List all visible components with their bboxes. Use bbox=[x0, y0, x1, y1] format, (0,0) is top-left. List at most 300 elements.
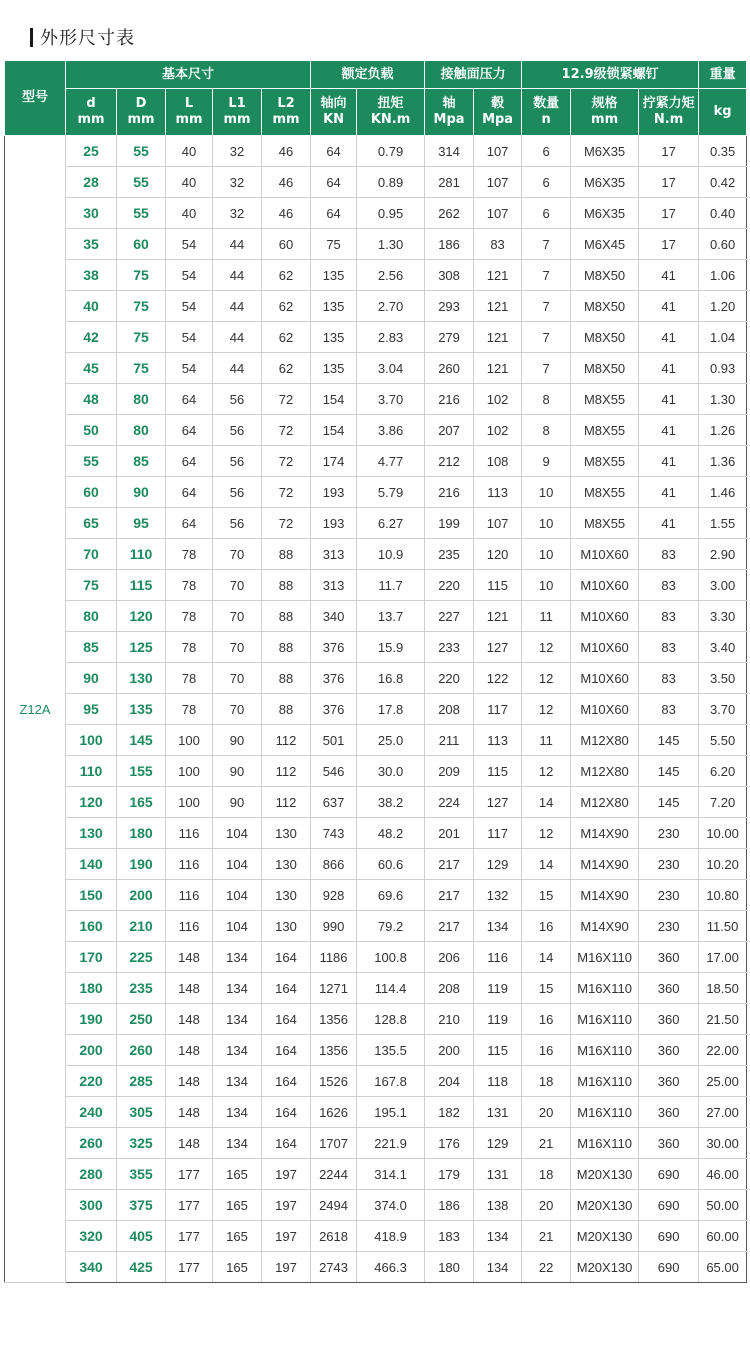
table-cell: 8 bbox=[522, 415, 571, 446]
table-cell: 200 bbox=[425, 1035, 474, 1066]
table-cell: 78 bbox=[166, 632, 213, 663]
table-row bbox=[5, 415, 747, 446]
table-cell: 154 bbox=[311, 384, 357, 415]
table-cell: 46 bbox=[262, 136, 311, 167]
table-cell: 135 bbox=[311, 260, 357, 291]
header-col-weight-unit: kg bbox=[699, 89, 747, 136]
table-cell: 16 bbox=[522, 1004, 571, 1035]
table-row bbox=[5, 973, 747, 1004]
table-cell: 6.20 bbox=[699, 756, 747, 787]
table-cell: 174 bbox=[311, 446, 357, 477]
table-cell: 116 bbox=[166, 849, 213, 880]
table-cell: 405 bbox=[117, 1221, 166, 1252]
header-col-5 bbox=[311, 89, 357, 136]
table-cell: 148 bbox=[166, 1128, 213, 1159]
table-cell: 72 bbox=[262, 477, 311, 508]
table-cell: 104 bbox=[213, 818, 262, 849]
table-cell: 102 bbox=[474, 415, 522, 446]
table-cell: 130 bbox=[117, 663, 166, 694]
table-cell: 2.90 bbox=[699, 539, 747, 570]
table-cell: 197 bbox=[262, 1190, 311, 1221]
table-cell: 100 bbox=[166, 756, 213, 787]
table-cell: 17.00 bbox=[699, 942, 747, 973]
table-cell: 65.00 bbox=[699, 1252, 747, 1283]
table-cell: 10 bbox=[522, 477, 571, 508]
table-cell: 90 bbox=[117, 477, 166, 508]
table-cell: 135 bbox=[311, 291, 357, 322]
table-cell: M12X80 bbox=[571, 787, 639, 818]
table-cell: 115 bbox=[474, 1035, 522, 1066]
table-cell: 11 bbox=[522, 725, 571, 756]
table-row bbox=[5, 446, 747, 477]
table-cell: 112 bbox=[262, 787, 311, 818]
table-cell: 134 bbox=[213, 1097, 262, 1128]
table-cell: 325 bbox=[117, 1128, 166, 1159]
table-cell: 360 bbox=[639, 942, 699, 973]
header-col-unit: mm bbox=[127, 112, 155, 127]
table-cell: 866 bbox=[311, 849, 357, 880]
table-cell: 217 bbox=[425, 911, 474, 942]
table-cell: 134 bbox=[213, 973, 262, 1004]
table-row bbox=[5, 1035, 747, 1066]
header-col-unit: mm bbox=[272, 112, 300, 127]
table-cell: M10X60 bbox=[571, 694, 639, 725]
table-cell: 110 bbox=[66, 756, 117, 787]
header-col-unit: Mpa bbox=[433, 112, 465, 127]
table-cell: 134 bbox=[213, 942, 262, 973]
table-cell: M10X60 bbox=[571, 632, 639, 663]
table-cell: 42 bbox=[66, 322, 117, 353]
table-cell: 230 bbox=[639, 911, 699, 942]
table-cell: 121 bbox=[474, 353, 522, 384]
table-cell: 64 bbox=[166, 446, 213, 477]
table-cell: 12 bbox=[522, 818, 571, 849]
table-cell: 20 bbox=[522, 1097, 571, 1128]
table-cell: 0.95 bbox=[357, 198, 425, 229]
spec-table-body bbox=[5, 136, 747, 1283]
table-cell: 132 bbox=[474, 880, 522, 911]
table-cell: 41 bbox=[639, 384, 699, 415]
table-cell: 4.77 bbox=[357, 446, 425, 477]
table-cell: 230 bbox=[639, 818, 699, 849]
table-cell: 240 bbox=[66, 1097, 117, 1128]
table-cell: 41 bbox=[639, 446, 699, 477]
table-cell: 300 bbox=[66, 1190, 117, 1221]
table-cell: 0.60 bbox=[699, 229, 747, 260]
table-cell: 165 bbox=[213, 1221, 262, 1252]
table-cell: 88 bbox=[262, 632, 311, 663]
table-cell: 145 bbox=[639, 725, 699, 756]
table-row bbox=[5, 260, 747, 291]
table-row bbox=[5, 694, 747, 725]
table-cell: 176 bbox=[425, 1128, 474, 1159]
table-cell: 64 bbox=[166, 477, 213, 508]
table-cell: 78 bbox=[166, 539, 213, 570]
table-cell: 1.55 bbox=[699, 508, 747, 539]
table-cell: 70 bbox=[213, 539, 262, 570]
table-cell: 1626 bbox=[311, 1097, 357, 1128]
table-cell: 80 bbox=[117, 384, 166, 415]
table-cell: 928 bbox=[311, 880, 357, 911]
table-cell: 88 bbox=[262, 694, 311, 725]
table-cell: 2494 bbox=[311, 1190, 357, 1221]
table-cell: 64 bbox=[311, 198, 357, 229]
table-cell: 7 bbox=[522, 260, 571, 291]
table-cell: 62 bbox=[262, 291, 311, 322]
table-cell: 90 bbox=[66, 663, 117, 694]
table-cell: 376 bbox=[311, 694, 357, 725]
table-cell: 54 bbox=[166, 353, 213, 384]
header-col-name: 规格 bbox=[591, 96, 618, 111]
table-cell: 1.20 bbox=[699, 291, 747, 322]
table-cell: 95 bbox=[66, 694, 117, 725]
table-cell: 131 bbox=[474, 1159, 522, 1190]
table-cell: 314 bbox=[425, 136, 474, 167]
model-cell: Z12A bbox=[5, 136, 66, 1283]
table-cell: 75 bbox=[117, 291, 166, 322]
table-cell: M12X80 bbox=[571, 725, 639, 756]
table-cell: 179 bbox=[425, 1159, 474, 1190]
table-cell: 130 bbox=[262, 818, 311, 849]
table-row bbox=[5, 1159, 747, 1190]
table-cell: 83 bbox=[639, 663, 699, 694]
table-row bbox=[5, 1097, 747, 1128]
table-cell: 85 bbox=[66, 632, 117, 663]
table-cell: 0.42 bbox=[699, 167, 747, 198]
table-cell: 134 bbox=[213, 1128, 262, 1159]
table-cell: 1.04 bbox=[699, 322, 747, 353]
table-cell: 70 bbox=[213, 632, 262, 663]
table-cell: 62 bbox=[262, 260, 311, 291]
table-row bbox=[5, 198, 747, 229]
table-cell: M6X45 bbox=[571, 229, 639, 260]
table-cell: 7 bbox=[522, 322, 571, 353]
table-cell: 355 bbox=[117, 1159, 166, 1190]
table-cell: 75 bbox=[311, 229, 357, 260]
table-cell: 56 bbox=[213, 446, 262, 477]
table-cell: 114.4 bbox=[357, 973, 425, 1004]
table-cell: 197 bbox=[262, 1221, 311, 1252]
table-cell: M16X110 bbox=[571, 1004, 639, 1035]
table-cell: 1.36 bbox=[699, 446, 747, 477]
table-cell: 11.7 bbox=[357, 570, 425, 601]
table-cell: M8X50 bbox=[571, 291, 639, 322]
table-cell: 1356 bbox=[311, 1004, 357, 1035]
table-row bbox=[5, 1221, 747, 1252]
table-cell: 115 bbox=[474, 570, 522, 601]
table-cell: 131 bbox=[474, 1097, 522, 1128]
table-cell: 145 bbox=[639, 756, 699, 787]
table-cell: 3.70 bbox=[357, 384, 425, 415]
table-cell: 17 bbox=[639, 229, 699, 260]
table-cell: 199 bbox=[425, 508, 474, 539]
table-cell: 2618 bbox=[311, 1221, 357, 1252]
title-text: 外形尺寸表 bbox=[40, 28, 135, 49]
table-cell: M20X130 bbox=[571, 1190, 639, 1221]
table-cell: 48 bbox=[66, 384, 117, 415]
table-row bbox=[5, 1004, 747, 1035]
table-cell: 250 bbox=[117, 1004, 166, 1035]
header-col-name: 轴 bbox=[442, 96, 456, 111]
table-cell: 418.9 bbox=[357, 1221, 425, 1252]
table-cell: 56 bbox=[213, 508, 262, 539]
table-cell: 128.8 bbox=[357, 1004, 425, 1035]
table-cell: 102 bbox=[474, 384, 522, 415]
table-cell: 75 bbox=[66, 570, 117, 601]
table-cell: M14X90 bbox=[571, 911, 639, 942]
table-cell: 164 bbox=[262, 1066, 311, 1097]
table-cell: 70 bbox=[66, 539, 117, 570]
table-cell: 135.5 bbox=[357, 1035, 425, 1066]
table-cell: 546 bbox=[311, 756, 357, 787]
table-cell: 216 bbox=[425, 384, 474, 415]
table-cell: 3.04 bbox=[357, 353, 425, 384]
table-cell: 10 bbox=[522, 570, 571, 601]
table-cell: 140 bbox=[66, 849, 117, 880]
table-cell: 376 bbox=[311, 663, 357, 694]
table-cell: 313 bbox=[311, 539, 357, 570]
table-row bbox=[5, 477, 747, 508]
header-col-name: L1 bbox=[228, 96, 246, 111]
table-cell: 148 bbox=[166, 973, 213, 1004]
table-cell: 38.2 bbox=[357, 787, 425, 818]
table-cell: 12 bbox=[522, 632, 571, 663]
table-cell: 116 bbox=[166, 818, 213, 849]
table-cell: 1.26 bbox=[699, 415, 747, 446]
table-cell: 690 bbox=[639, 1221, 699, 1252]
table-cell: 70 bbox=[213, 663, 262, 694]
header-subrow bbox=[5, 89, 747, 136]
table-cell: 118 bbox=[474, 1066, 522, 1097]
table-row bbox=[5, 849, 747, 880]
table-cell: 78 bbox=[166, 663, 213, 694]
table-cell: M14X90 bbox=[571, 880, 639, 911]
table-cell: 35 bbox=[66, 229, 117, 260]
table-cell: 41 bbox=[639, 508, 699, 539]
table-cell: 12 bbox=[522, 663, 571, 694]
table-cell: 2244 bbox=[311, 1159, 357, 1190]
table-row bbox=[5, 1252, 747, 1283]
table-cell: 374.0 bbox=[357, 1190, 425, 1221]
table-cell: 134 bbox=[474, 1252, 522, 1283]
table-cell: M12X80 bbox=[571, 756, 639, 787]
table-cell: 340 bbox=[311, 601, 357, 632]
table-cell: 7 bbox=[522, 229, 571, 260]
table-cell: 17 bbox=[639, 167, 699, 198]
header-col-name: L bbox=[184, 96, 194, 111]
table-row bbox=[5, 384, 747, 415]
table-cell: 40 bbox=[166, 136, 213, 167]
table-cell: 50.00 bbox=[699, 1190, 747, 1221]
table-cell: 280 bbox=[66, 1159, 117, 1190]
table-cell: 5.79 bbox=[357, 477, 425, 508]
table-cell: 113 bbox=[474, 725, 522, 756]
table-cell: 10.20 bbox=[699, 849, 747, 880]
table-cell: 110 bbox=[117, 539, 166, 570]
table-row bbox=[5, 508, 747, 539]
header-col-unit: mm bbox=[175, 112, 203, 127]
table-cell: M10X60 bbox=[571, 601, 639, 632]
table-cell: 281 bbox=[425, 167, 474, 198]
table-cell: 360 bbox=[639, 1066, 699, 1097]
header-col-name: 轴向 bbox=[320, 96, 347, 111]
table-cell: 314.1 bbox=[357, 1159, 425, 1190]
table-cell: 116 bbox=[474, 942, 522, 973]
table-cell: 100 bbox=[66, 725, 117, 756]
table-cell: 209 bbox=[425, 756, 474, 787]
table-row bbox=[5, 136, 747, 167]
table-cell: 225 bbox=[117, 942, 166, 973]
table-cell: 293 bbox=[425, 291, 474, 322]
table-cell: 130 bbox=[66, 818, 117, 849]
table-cell: 27.00 bbox=[699, 1097, 747, 1128]
header-group-basic: 基本尺寸 bbox=[66, 61, 311, 89]
table-cell: 11.50 bbox=[699, 911, 747, 942]
table-cell: 121 bbox=[474, 260, 522, 291]
table-cell: 108 bbox=[474, 446, 522, 477]
table-row bbox=[5, 942, 747, 973]
table-cell: 425 bbox=[117, 1252, 166, 1283]
table-cell: M8X55 bbox=[571, 477, 639, 508]
table-cell: M10X60 bbox=[571, 539, 639, 570]
table-cell: 207 bbox=[425, 415, 474, 446]
table-cell: M14X90 bbox=[571, 818, 639, 849]
table-cell: 1.30 bbox=[699, 384, 747, 415]
table-cell: 55 bbox=[66, 446, 117, 477]
table-cell: 279 bbox=[425, 322, 474, 353]
header-col-unit: KN bbox=[323, 112, 345, 127]
table-cell: 10 bbox=[522, 539, 571, 570]
table-cell: 104 bbox=[213, 880, 262, 911]
table-cell: 83 bbox=[639, 632, 699, 663]
table-cell: 121 bbox=[474, 291, 522, 322]
table-cell: 46.00 bbox=[699, 1159, 747, 1190]
table-cell: 16 bbox=[522, 911, 571, 942]
table-cell: 21 bbox=[522, 1221, 571, 1252]
table-row bbox=[5, 601, 747, 632]
table-cell: 220 bbox=[425, 570, 474, 601]
table-cell: 3.00 bbox=[699, 570, 747, 601]
table-cell: 80 bbox=[66, 601, 117, 632]
table-cell: 130 bbox=[262, 849, 311, 880]
header-col-name: D bbox=[135, 96, 147, 111]
table-cell: 154 bbox=[311, 415, 357, 446]
table-cell: 60 bbox=[117, 229, 166, 260]
table-cell: 100 bbox=[166, 725, 213, 756]
table-cell: 195.1 bbox=[357, 1097, 425, 1128]
header-col-name: 拧紧力矩 bbox=[642, 96, 695, 111]
table-cell: 64 bbox=[311, 167, 357, 198]
table-row bbox=[5, 167, 747, 198]
table-cell: 6.27 bbox=[357, 508, 425, 539]
table-cell: 55 bbox=[117, 198, 166, 229]
table-cell: 50 bbox=[66, 415, 117, 446]
table-cell: 32 bbox=[213, 167, 262, 198]
table-cell: 164 bbox=[262, 1128, 311, 1159]
table-cell: 21 bbox=[522, 1128, 571, 1159]
table-cell: 285 bbox=[117, 1066, 166, 1097]
header-group-load: 额定负载 bbox=[311, 61, 425, 89]
table-cell: M16X110 bbox=[571, 1066, 639, 1097]
table-cell: 224 bbox=[425, 787, 474, 818]
table-cell: 167.8 bbox=[357, 1066, 425, 1097]
table-cell: 54 bbox=[166, 322, 213, 353]
header-col-4 bbox=[262, 89, 311, 136]
table-cell: M8X55 bbox=[571, 508, 639, 539]
table-cell: 313 bbox=[311, 570, 357, 601]
table-cell: 44 bbox=[213, 322, 262, 353]
table-cell: 46 bbox=[262, 167, 311, 198]
table-cell: 2.56 bbox=[357, 260, 425, 291]
table-cell: 44 bbox=[213, 260, 262, 291]
table-cell: 1.46 bbox=[699, 477, 747, 508]
table-cell: 56 bbox=[213, 415, 262, 446]
table-cell: 125 bbox=[117, 632, 166, 663]
table-cell: 7.20 bbox=[699, 787, 747, 818]
table-cell: 120 bbox=[117, 601, 166, 632]
header-col-name: d bbox=[86, 96, 96, 111]
table-row bbox=[5, 1066, 747, 1097]
table-cell: 134 bbox=[213, 1004, 262, 1035]
table-cell: 41 bbox=[639, 291, 699, 322]
table-cell: 30.0 bbox=[357, 756, 425, 787]
header-group-weight: 重量 bbox=[699, 61, 747, 89]
table-cell: 145 bbox=[639, 787, 699, 818]
table-cell: 41 bbox=[639, 415, 699, 446]
table-cell: 260 bbox=[117, 1035, 166, 1066]
table-cell: 54 bbox=[166, 260, 213, 291]
table-cell: 1271 bbox=[311, 973, 357, 1004]
table-cell: 70 bbox=[213, 570, 262, 601]
table-cell: 0.35 bbox=[699, 136, 747, 167]
table-cell: 64 bbox=[166, 415, 213, 446]
table-cell: 164 bbox=[262, 973, 311, 1004]
table-cell: 70 bbox=[213, 694, 262, 725]
header-col-7 bbox=[425, 89, 474, 136]
table-cell: 41 bbox=[639, 353, 699, 384]
table-cell: 60 bbox=[262, 229, 311, 260]
table-cell: 230 bbox=[639, 880, 699, 911]
table-row bbox=[5, 229, 747, 260]
table-cell: 164 bbox=[262, 1004, 311, 1035]
table-cell: 55 bbox=[117, 167, 166, 198]
table-cell: 360 bbox=[639, 1004, 699, 1035]
table-cell: 88 bbox=[262, 539, 311, 570]
table-cell: 119 bbox=[474, 1004, 522, 1035]
table-cell: 10 bbox=[522, 508, 571, 539]
table-cell: 8 bbox=[522, 384, 571, 415]
table-cell: 216 bbox=[425, 477, 474, 508]
table-cell: 78 bbox=[166, 570, 213, 601]
table-cell: 44 bbox=[213, 353, 262, 384]
table-cell: 117 bbox=[474, 694, 522, 725]
table-cell: 60.6 bbox=[357, 849, 425, 880]
table-cell: 135 bbox=[311, 322, 357, 353]
header-col-6 bbox=[357, 89, 425, 136]
table-cell: M6X35 bbox=[571, 136, 639, 167]
table-cell: 16.8 bbox=[357, 663, 425, 694]
table-cell: M8X55 bbox=[571, 384, 639, 415]
table-cell: 186 bbox=[425, 229, 474, 260]
table-cell: 17 bbox=[639, 136, 699, 167]
table-cell: M6X35 bbox=[571, 167, 639, 198]
table-cell: 1707 bbox=[311, 1128, 357, 1159]
table-cell: 360 bbox=[639, 973, 699, 1004]
page-title bbox=[30, 24, 135, 50]
table-cell: 145 bbox=[117, 725, 166, 756]
table-cell: 15 bbox=[522, 973, 571, 1004]
table-cell: 164 bbox=[262, 1097, 311, 1128]
